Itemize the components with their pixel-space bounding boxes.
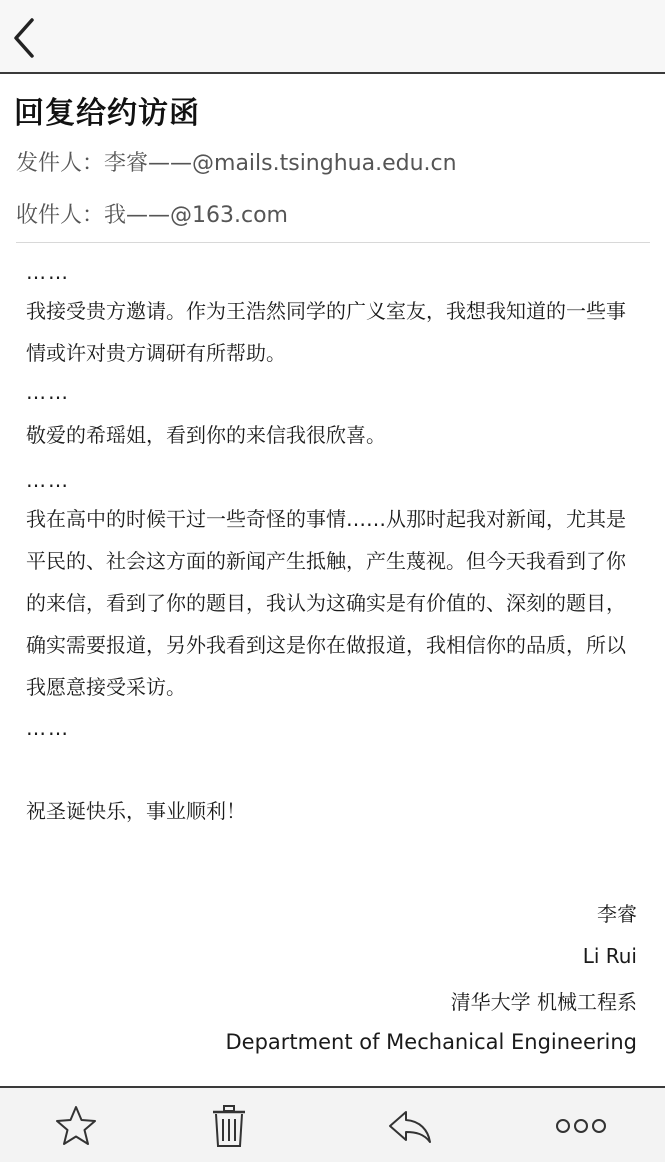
signature-name-en: Li Rui	[582, 944, 637, 968]
recipient-row	[16, 198, 288, 229]
body-paragraph: 我接受贵方邀请。作为王浩然同学的广义室友，我想我知道的一些事情或许对贵方调研有所帮助。	[26, 299, 626, 365]
sender-label: 发件人：	[16, 151, 105, 176]
header-divider	[16, 242, 650, 243]
back-button[interactable]	[8, 14, 48, 62]
body-paragraph: 我在高中的时候干过一些奇怪的事情……从那时起我对新闻，尤其是平民的、社会这方面的新闻产生抵触，产生蔑视。但今天我看到了你的来信，看到了你的题目，我认为这确实是有价值的、深刻的题目，确实需要报道，另外我看到这是你在做报道，我相信你的品质，所以我愿意接受采访。	[26, 507, 626, 699]
body-ellipsis: ……	[26, 260, 70, 284]
more-button[interactable]	[554, 1102, 610, 1150]
top-navigation-bar	[0, 0, 665, 74]
trash-icon	[205, 1102, 253, 1150]
star-icon	[52, 1102, 100, 1150]
recipient-label: 收件人：	[16, 203, 105, 228]
signature-dept-en: Department of Mechanical Engineering	[225, 1030, 637, 1054]
star-button[interactable]	[52, 1102, 100, 1150]
delete-button[interactable]	[205, 1102, 253, 1150]
spacer	[26, 746, 641, 790]
reply-button[interactable]	[386, 1102, 434, 1150]
reply-icon	[386, 1102, 434, 1150]
bottom-toolbar	[0, 1086, 665, 1162]
more-icon	[554, 1102, 610, 1150]
body-ellipsis: ……	[26, 468, 70, 492]
body-paragraph: 敬爱的希瑶姐，看到你的来信我很欣喜。	[26, 423, 386, 447]
body-ellipsis: ……	[26, 380, 70, 404]
email-body	[26, 254, 641, 832]
sender-address[interactable]: 李睿——@mails.tsinghua.edu.cn	[104, 151, 457, 176]
signature-dept-cn: 清华大学 机械工程系	[450, 990, 637, 1014]
email-subject: 回复给约访函	[14, 96, 200, 131]
body-ellipsis: ……	[26, 716, 70, 740]
sender-row	[16, 146, 457, 177]
recipient-address[interactable]: 我——@163.com	[104, 203, 288, 228]
signature-name-cn: 李睿	[597, 902, 637, 926]
chevron-left-icon	[8, 14, 48, 62]
closing-line: 祝圣诞快乐，事业顺利！	[26, 799, 246, 823]
